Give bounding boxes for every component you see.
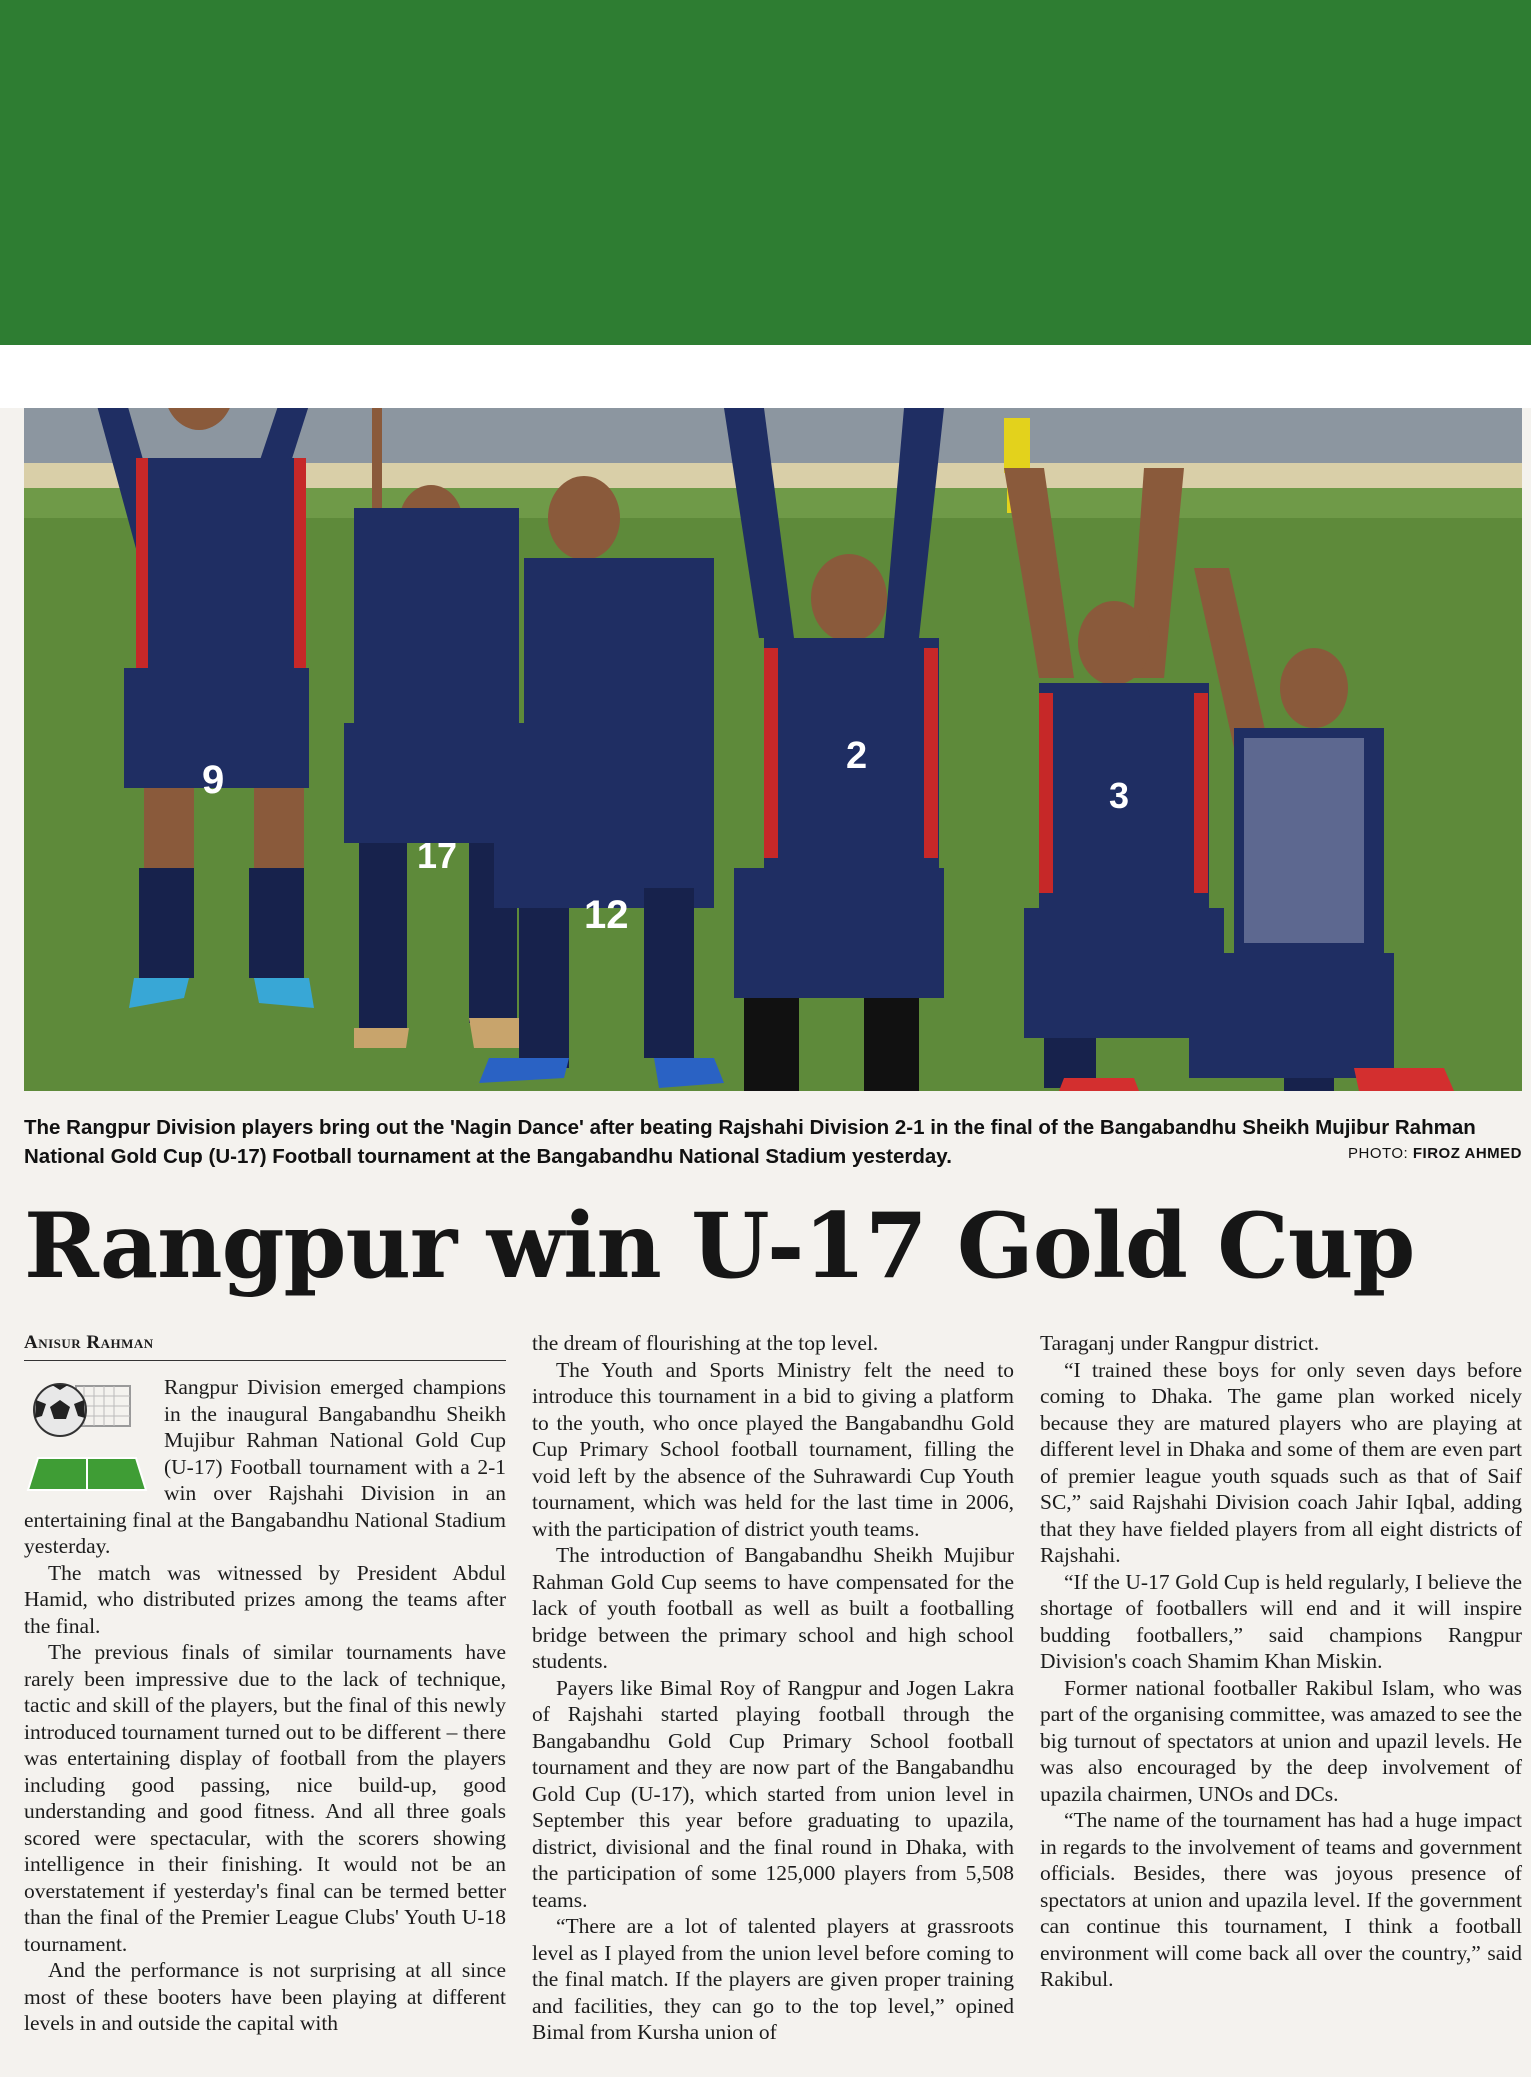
article-paragraph: And the performance is not surprising at all since most of these booters have been playing at different levels in and outside the capital with — [24, 1958, 506, 2035]
green-banner — [0, 0, 1531, 345]
article-paragraph: “If the U-17 Gold Cup is held regularly, I believe the shortage of footballers will end and it will inspire budding footballers,” said champions Rangpur Division's coach Shamim Khan Miskin. — [1040, 1569, 1522, 1673]
jersey-number: 2 — [846, 735, 868, 777]
article-column-2 — [532, 1330, 1014, 2046]
article-paragraph: The Youth and Sports Ministry felt the need to introduce this tournament in a bid to giving a platform to the youth, who once played the Bangabandhu Gold Cup Primary School football tournament, filling the void left by the absence of the Suhrawardi Cup Youth tournament, which was held for the last time in 2006, with the participation of district youth teams. — [532, 1357, 1014, 1541]
photo-credit — [1348, 1139, 1522, 1168]
article-paragraph: “The name of the tournament has had a huge impact in regards to the involvement of teams and government officials. Besides, there was joyous presence of spectators at union and upazila level. If the government can continue this tournament, I think a football environment will come back all over the country,” said Rakibul. — [1040, 1808, 1522, 1991]
white-strip — [0, 345, 1531, 408]
article-paragraph: The previous finals of similar tournaments have rarely been impressive due to the lack of technique, tactic and skill of the players, but the final of this newly introduced tournament turned out to be different – there was entertaining display of football from the players including good passing, nice build-up, good understanding and good fitness. And all three goals scored were spectacular, with the scorers showing intelligence in their finishing. It would not be an overstatement if yesterday's final can be termed better than the final of the Premier League Clubs' Youth U-18 tournament. — [24, 1640, 506, 1956]
football-goal-icon — [24, 1378, 150, 1500]
headline: Rangpur win U-17 Gold Cup — [24, 1193, 1415, 1299]
article-paragraph: “I trained these boys for only seven days before coming to Dhaka. The game plan worked nicely because they are matured players who are playing at different level in Dhaka and some of them are even part of premier league youth squads such as that of Saif SC,” said Rajshahi Division coach Jahir Iqbal, adding that they have fielded players from all eight districts of Rajshahi. — [1040, 1357, 1522, 1567]
article-paragraph: Former national footballer Rakibul Islam, who was part of the organising committee, was amazed to see the big turnout of spectators at union and upazil levels. He was also encouraged by the deep involvement of upazila chairmen, UNOs and DCs. — [1040, 1675, 1522, 1806]
jersey-number: 3 — [1109, 775, 1130, 816]
article-column-3 — [1040, 1330, 1522, 1993]
article-paragraph: Rangpur Division emerged champions in the inaugural Bangabandhu Sheikh Mujibur Rahman National Gold Cup (U-17) Football tournament with a 2-1 win over Rajshahi Division in an entertaining final at the Bangabandhu National Stadium yesterday. — [24, 1375, 506, 1558]
article-paragraph: “There are a lot of talented players at grassroots level as I played from the union level before coming to the final match. If the players are given proper training and facilities, they can go to the top level,” opined Bimal from Kursha union of — [532, 1914, 1014, 2044]
stadium-stands — [24, 408, 1522, 463]
jersey-number: 17 — [417, 835, 458, 876]
credit-label: PHOTO: — [1347, 1145, 1409, 1162]
photo-caption — [24, 1113, 1522, 1171]
match-photo — [24, 408, 1522, 1091]
jersey-number: 9 — [202, 758, 225, 802]
article-paragraph: Taraganj under Rangpur district. — [1040, 1331, 1320, 1355]
credit-name: FIROZ AHMED — [1412, 1145, 1522, 1162]
jersey-number: 12 — [584, 893, 629, 937]
article-paragraph: The match was witnessed by President Abdul Hamid, who distributed prizes among the teams after the final. — [24, 1560, 506, 1638]
article-paragraph: the dream of flourishing at the top level. — [532, 1331, 879, 1355]
article-column-1 — [24, 1374, 506, 2037]
article-paragraph: Payers like Bimal Roy of Rangpur and Jogen Lakra of Rajshahi started playing football through the Bangabandhu Gold Cup Primary School football tournament and they are now part of the Bangabandhu Gold Cup (U-17), which started from union level in September this year before graduating to upazila, district, divisional and the final round in Dhaka, with the participation of some 125,000 players from 5,508 teams. — [532, 1675, 1014, 1912]
byline: Anisur Rahman — [24, 1332, 506, 1361]
caption-text: The Rangpur Division players bring out the 'Nagin Dance' after beating Rajshahi Division 2-1 in the final of the Bangabandhu Sheikh Mujibur Rahman National Gold Cup (U-17) Football tournament at the Bangabandhu National Stadium yesterday. — [24, 1116, 1476, 1168]
article-paragraph: The introduction of Bangabandhu Sheikh Mujibur Rahman Gold Cup seems to have compensated for the lack of youth football as well as built a footballing bridge between the primary school and high school students. — [532, 1543, 1014, 1673]
